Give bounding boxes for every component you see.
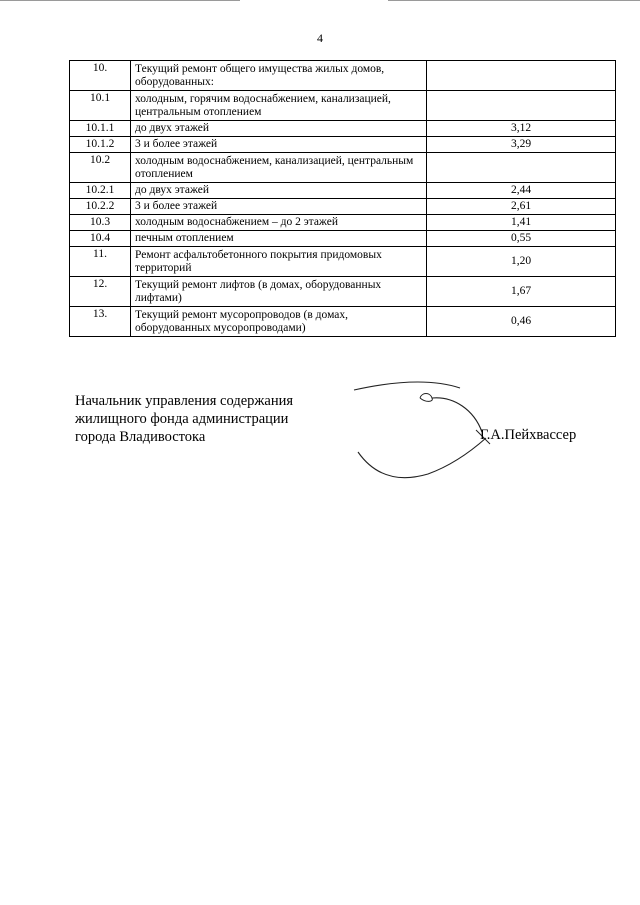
signatory-position (75, 392, 293, 446)
row-value: 1,41 (427, 215, 616, 231)
row-value (427, 61, 616, 91)
row-name: печным отоплением (131, 231, 427, 247)
row-value: 3,29 (427, 137, 616, 153)
row-name: Текущий ремонт общего имущества жилых домов, оборудованных: (131, 61, 427, 91)
position-line: города Владивостока (75, 429, 206, 445)
row-value (427, 91, 616, 121)
position-line: жилищного фонда администрации (75, 411, 289, 427)
row-number: 10.4 (70, 231, 131, 247)
row-value: 2,44 (427, 183, 616, 199)
row-name: 3 и более этажей (131, 199, 427, 215)
row-number: 10.1.2 (70, 137, 131, 153)
row-name: холодным водоснабжением, канализацией, центральным отоплением (131, 153, 427, 183)
row-number: 10.2 (70, 153, 131, 183)
table-row (70, 307, 616, 337)
row-number: 11. (70, 247, 131, 277)
row-value: 1,67 (427, 277, 616, 307)
table-row (70, 277, 616, 307)
table-row (70, 231, 616, 247)
table-row (70, 121, 616, 137)
row-value: 3,12 (427, 121, 616, 137)
row-number: 10.3 (70, 215, 131, 231)
row-number: 10.2.2 (70, 199, 131, 215)
row-value: 0,55 (427, 231, 616, 247)
page-number: 4 (317, 31, 323, 45)
signatory-name: Г.А.Пейхвассер (480, 427, 577, 443)
position-line: Начальник управления содержания (75, 393, 294, 409)
row-name: Текущий ремонт лифтов (в домах, оборудованных лифтами) (131, 277, 427, 307)
row-number: 10. (70, 61, 131, 91)
row-name: холодным, горячим водоснабжением, канализацией, центральным отоплением (131, 91, 427, 121)
table-row (70, 247, 616, 277)
table-row (70, 215, 616, 231)
row-value (427, 153, 616, 183)
row-name: 3 и более этажей (131, 137, 427, 153)
table-row (70, 153, 616, 183)
row-number: 13. (70, 307, 131, 337)
table-row (70, 199, 616, 215)
row-number: 10.2.1 (70, 183, 131, 199)
row-value: 2,61 (427, 199, 616, 215)
row-number: 10.1 (70, 91, 131, 121)
row-name: холодным водоснабжением – до 2 этажей (131, 215, 427, 231)
rates-table (69, 60, 616, 337)
row-name: Текущий ремонт мусоропроводов (в домах, оборудованных мусоропроводами) (131, 307, 427, 337)
scan-edge-top-right (388, 0, 640, 1)
row-number: 10.1.1 (70, 121, 131, 137)
table-row (70, 183, 616, 199)
table-row (70, 61, 616, 91)
table-row (70, 91, 616, 121)
row-value: 0,46 (427, 307, 616, 337)
table-row (70, 137, 616, 153)
row-name: до двух этажей (131, 121, 427, 137)
scan-edge-top-left (0, 0, 240, 1)
row-name: Ремонт асфальтобетонного покрытия придомовых территорий (131, 247, 427, 277)
row-value: 1,20 (427, 247, 616, 277)
row-number: 12. (70, 277, 131, 307)
row-name: до двух этажей (131, 183, 427, 199)
